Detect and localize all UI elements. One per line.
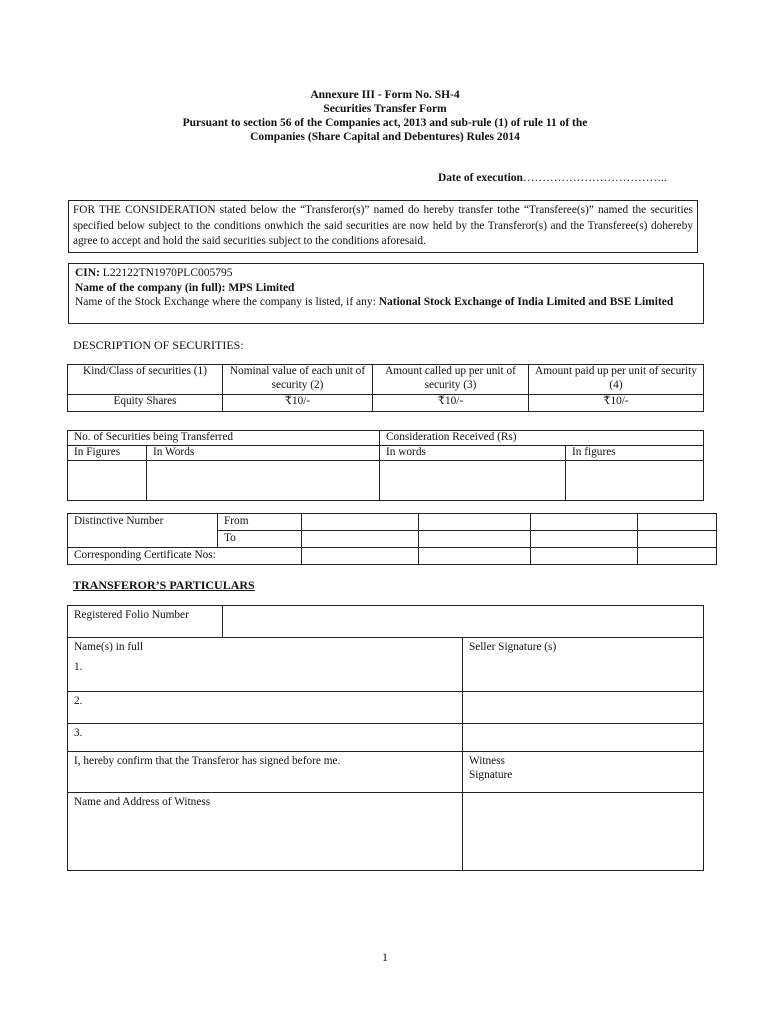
form-legal-reference: Pursuant to section 56 of the Companies act, 2013 and sub-rule (1) of rule 11 of the	[182, 117, 588, 129]
qty-words-field[interactable]	[147, 460, 380, 500]
date-of-execution	[438, 172, 667, 184]
in-words-label: In Words	[147, 446, 380, 461]
transferor-table	[67, 605, 704, 871]
witness-address-extra[interactable]	[463, 793, 704, 871]
cell-nominal: ₹10/-	[223, 395, 373, 412]
seller-signature-label: Seller Signature (s)	[463, 638, 704, 658]
form-title: Annexure III - Form No. SH-4	[310, 89, 460, 101]
seller-signature-2[interactable]	[463, 692, 704, 724]
exchange-label: Name of the Stock Exchange where the company is listed, if any:	[75, 296, 376, 308]
from-field-1[interactable]	[302, 514, 419, 531]
distinctive-number-label: Distinctive Number	[68, 514, 218, 548]
from-field-3[interactable]	[531, 514, 638, 531]
folio-field[interactable]	[223, 606, 704, 638]
certificate-nos-label: Corresponding Certificate Nos:	[68, 548, 302, 565]
in-figures-label: In Figures	[68, 446, 147, 461]
witness-label: Witness	[469, 755, 505, 767]
col-amount-called: Amount called up per unit of security (3)	[373, 365, 529, 395]
from-field-2[interactable]	[419, 514, 531, 531]
date-label: Date of execution	[438, 172, 523, 184]
from-field-4[interactable]	[638, 514, 717, 531]
consideration-in-words-label: In words	[380, 446, 566, 461]
to-field-2[interactable]	[419, 531, 531, 548]
witness-signature-label: Signature	[469, 769, 513, 781]
consideration-received-label: Consideration Received (Rs)	[380, 431, 704, 446]
transferor-name-3[interactable]: 3.	[68, 724, 463, 752]
qty-figures-field[interactable]	[68, 460, 147, 500]
to-label: To	[218, 531, 302, 548]
cell-paid: ₹10/-	[529, 395, 704, 412]
witness-address-label[interactable]: Name and Address of Witness	[68, 793, 463, 871]
exchange-value: National Stock Exchange of India Limited and BSE Limited	[378, 296, 674, 308]
page-number: 1	[382, 950, 388, 964]
consideration-in-figures-label: In figures	[566, 446, 704, 461]
no-securities-label: No. of Securities being Transferred	[68, 431, 380, 446]
cert-field-1[interactable]	[302, 548, 419, 565]
form-header	[0, 88, 770, 144]
transferor-name-2[interactable]: 2.	[68, 692, 463, 724]
distinctive-number-table	[67, 513, 717, 565]
witness-signature-cell[interactable]	[463, 752, 704, 793]
company-name: Name of the company (in full): MPS Limited	[75, 281, 295, 294]
confirm-statement: I, hereby confirm that the Transferor has signed before me.	[68, 752, 463, 793]
cert-field-2[interactable]	[419, 548, 531, 565]
names-label: Name(s) in full	[68, 638, 463, 658]
from-label: From	[218, 514, 302, 531]
cin-value: L22122TN1970PLC005795	[102, 267, 233, 279]
form-legal-reference-2: Companies (Share Capital and Debentures) Rules 2014	[250, 131, 520, 143]
transferor-name-1[interactable]: 1.	[68, 658, 463, 692]
consideration-statement: FOR THE CONSIDERATION stated below the “Transferor(s)” named do hereby transfer tothe “Transferee(s)” named the securities specified below subject to the conditions onwhich the said securities are now held by the Transferor(s) and the Transferee(s) dohereby agree to accept and hold the said securities subject to the conditions aforesaid.	[68, 200, 698, 253]
securities-table	[67, 364, 704, 412]
to-field-4[interactable]	[638, 531, 717, 548]
col-amount-paid: Amount paid up per unit of security (4)	[529, 365, 704, 395]
consideration-figures-field[interactable]	[566, 460, 704, 500]
quantity-table	[67, 430, 704, 501]
form-subtitle: Securities Transfer Form	[323, 103, 447, 115]
col-nominal-value: Nominal value of each unit of security (2)	[223, 365, 373, 395]
to-field-1[interactable]	[302, 531, 419, 548]
seller-signature-1[interactable]	[463, 658, 704, 692]
company-details	[68, 263, 704, 324]
seller-signature-3[interactable]	[463, 724, 704, 752]
cell-kind: Equity Shares	[68, 395, 223, 412]
date-field[interactable]: ………………………………..	[522, 172, 667, 184]
to-field-3[interactable]	[531, 531, 638, 548]
col-kind-class: Kind/Class of securities (1)	[68, 365, 223, 395]
cell-called: ₹10/-	[373, 395, 529, 412]
cert-field-4[interactable]	[638, 548, 717, 565]
cert-field-3[interactable]	[531, 548, 638, 565]
cin-label: CIN:	[75, 267, 100, 279]
transferor-section-title: TRANSFEROR’S PARTICULARS	[73, 578, 255, 592]
folio-label: Registered Folio Number	[68, 606, 223, 638]
securities-section-title: DESCRIPTION OF SECURITIES:	[73, 338, 244, 352]
consideration-words-field[interactable]	[380, 460, 566, 500]
